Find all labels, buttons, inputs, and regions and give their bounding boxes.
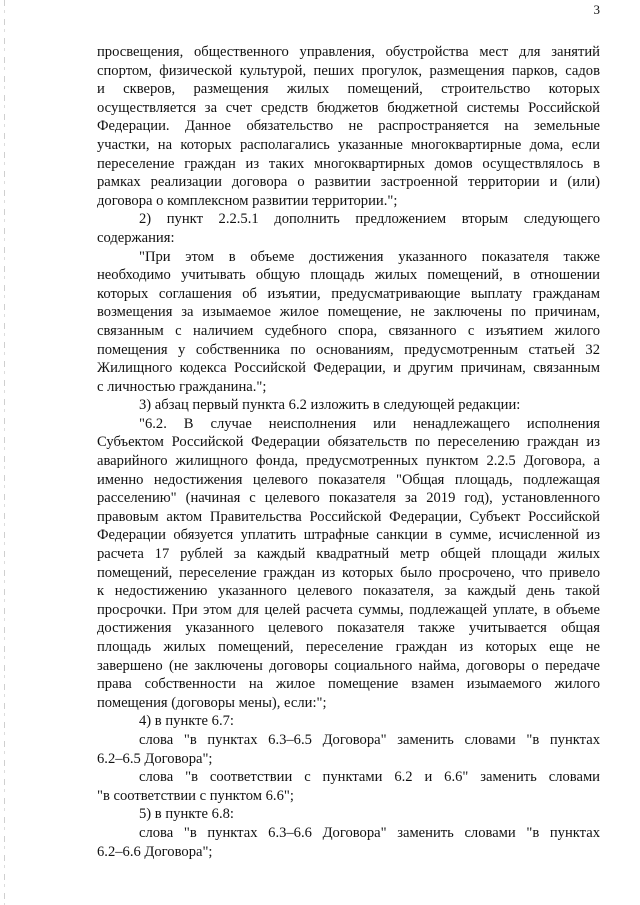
text-line: расселению" (начиная с целевого показателя за 2019 год), установленного [97, 490, 600, 507]
text-line: помещения (договоры мены), если:"; [97, 694, 327, 711]
text-line: просрочки. При этом для целей расчета суммы, подлежащей уплате, в объеме [97, 601, 600, 618]
paragraph [97, 210, 600, 247]
text-line: к недостижению указанного целевого показателя, за каждый день такой [97, 583, 600, 600]
paragraph [97, 248, 600, 397]
page-number: 3 [593, 2, 600, 17]
text-line: Федерации обязуется уплатить штрафные санкции в сумме, исчисленной из [97, 527, 600, 544]
text-line: аварийного жилищного фонда, предусмотренных пунктом 2.2.5 Договора, а [97, 453, 600, 470]
paragraph [97, 805, 600, 824]
text-line: которых соглашения об изъятии, предусматривающие выплату гражданам [97, 285, 600, 302]
text-line: возмещения за изымаемое жилое помещение, не заключены по причинам, [97, 304, 600, 321]
paragraph [97, 768, 600, 805]
text-line: достижения указанного целевого показателя также учитывается общая [97, 620, 600, 637]
paragraph [97, 415, 600, 713]
text-line: связанным с наличием судебного спора, связанного с изъятием жилого [97, 322, 600, 339]
text-line: с личностью гражданина."; [97, 378, 267, 395]
text-line: Федерации. Данное обязательство не распространяется на земельные [97, 118, 600, 135]
text-line: площадь жилых помещений, переселение граждан из которых еще не [97, 639, 600, 655]
text-line: "6.2. В случае неисполнения или ненадлежащего исполнения [139, 415, 600, 432]
scan-edge [4, 0, 5, 905]
text-line: Субъектом Российской Федерации обязательств по переселению граждан из [97, 434, 600, 451]
text-line: помещений, переселение граждан из которых было просрочено, что привело [97, 564, 600, 581]
paragraph [97, 43, 600, 210]
text-line: просвещения, общественного управления, обустройства мест для занятий [97, 44, 600, 60]
text-line: слова "в пунктах 6.3–6.6 Договора" заменить словами "в пунктах [139, 824, 600, 841]
text-line: переселение граждан из таких многоквартирных домов осуществлялось в [97, 155, 600, 172]
text-line: необходимо учитывать общую площадь жилых помещений, в отношении [97, 267, 600, 284]
text-line: 6.2–6.5 Договора"; [97, 750, 213, 767]
paragraph [97, 731, 600, 768]
text-line: слова "в соответствии с пунктами 6.2 и 6.6" заменить словами [139, 769, 600, 786]
text-line: 5) в пункте 6.8: [139, 806, 234, 823]
text-line: правовым актом Правительства Российской Федерации, Субъект Российской [97, 508, 600, 525]
text-line: спортом, физической культурой, пеших прогулок, размещения парков, садов [97, 62, 600, 79]
text-line: завершено (не заключены договоры социального найма, договоры о передаче [97, 657, 600, 674]
text-line: участки, на которых располагались указанные многоквартирные дома, если [97, 136, 600, 153]
text-line: договора о комплексном развитии территории."; [97, 192, 398, 209]
text-line: 3) абзац первый пункта 6.2 изложить в следующей редакции: [139, 397, 521, 414]
text-line: Жилищного кодекса Российской Федерации, и другим причинам, связанным [97, 360, 600, 377]
document-body [97, 43, 600, 861]
text-line: содержания: [97, 229, 175, 246]
text-line: слова "в пунктах 6.3–6.5 Договора" заменить словами "в пунктах [139, 731, 600, 748]
text-line: помещения у собственника по основаниям, предусмотренным статьей 32 [97, 341, 600, 358]
text-line: 2) пункт 2.2.5.1 дополнить предложением вторым следующего [139, 211, 600, 228]
paragraph [97, 824, 600, 861]
text-line: 4) в пункте 6.7: [139, 713, 234, 730]
text-line: права собственности на жилое помещение взамен изымаемого жилого [97, 676, 600, 693]
text-line: и скверов, размещения жилых помещений, строительство которых [97, 81, 600, 98]
text-line: осуществляется за счет средств бюджетов бюджетной системы Российской [97, 99, 600, 116]
text-line: 6.2–6.6 Договора"; [97, 843, 213, 860]
text-line: именно недостижения целевого показателя "Общая площадь, подлежащая [97, 471, 600, 488]
text-line: "При этом в объеме достижения указанного показателя также [139, 248, 600, 265]
text-line: рамках реализации договора о развитии застроенной территории и (или) [97, 174, 600, 191]
paragraph [97, 712, 600, 731]
text-line: "в соответствии с пунктом 6.6"; [97, 787, 294, 804]
text-line: расчета 17 рублей за каждый квадратный метр общей площади жилых [97, 546, 600, 563]
paragraph [97, 396, 600, 415]
